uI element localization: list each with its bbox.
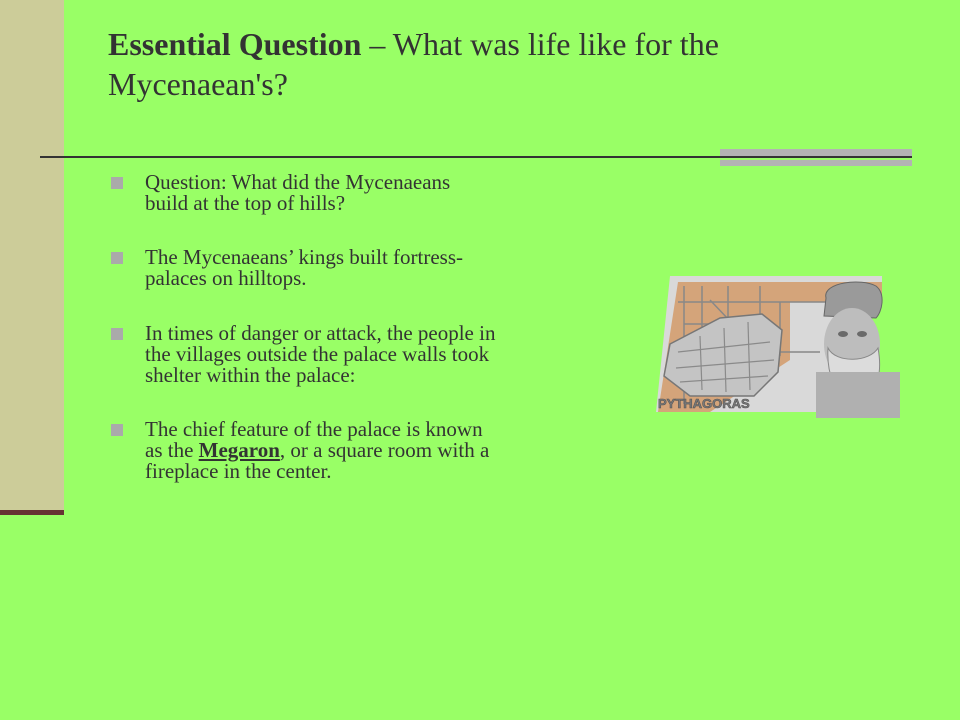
bullet-square-icon [111, 424, 123, 436]
bullet-square-icon [111, 252, 123, 264]
bullet-text: The Mycenaeans’ kings built fortress-palaces on hilltops. [145, 245, 464, 290]
bullet-list [108, 172, 498, 515]
bust-eye-left [838, 331, 848, 337]
bust-eye-right [857, 331, 867, 337]
bullet-text-after: , or a square room with a fireplace in the center. [145, 438, 490, 483]
bullet-square-icon [111, 328, 123, 340]
title-bold-part: Essential Question [108, 26, 362, 62]
pythagoras-illustration [650, 272, 902, 418]
left-accent-bar [0, 510, 64, 515]
megaron-term: Megaron [198, 438, 280, 462]
bust-shoulders [816, 372, 900, 418]
bullet-square-icon [111, 177, 123, 189]
illustration-caption: PYTHAGORAS [658, 396, 750, 411]
bullet-item [108, 247, 498, 289]
title-rule [40, 156, 912, 158]
bullet-text: Question: What did the Mycenaeans build at the top of hills? [145, 170, 451, 215]
title-rule-gray-bottom [720, 160, 912, 166]
bullet-item [108, 419, 498, 482]
bullet-text-before: The chief feature of the palace is known as the [145, 417, 483, 462]
bullet-item [108, 172, 498, 214]
left-decorative-strip [0, 0, 64, 510]
title-rest: – What was life like for the Mycenaean's? [108, 26, 719, 102]
slide-title [108, 24, 888, 104]
bullet-text: In times of danger or attack, the people in the villages outside the palace walls took shelter within the palace: [145, 321, 496, 387]
bullet-item [108, 323, 498, 386]
